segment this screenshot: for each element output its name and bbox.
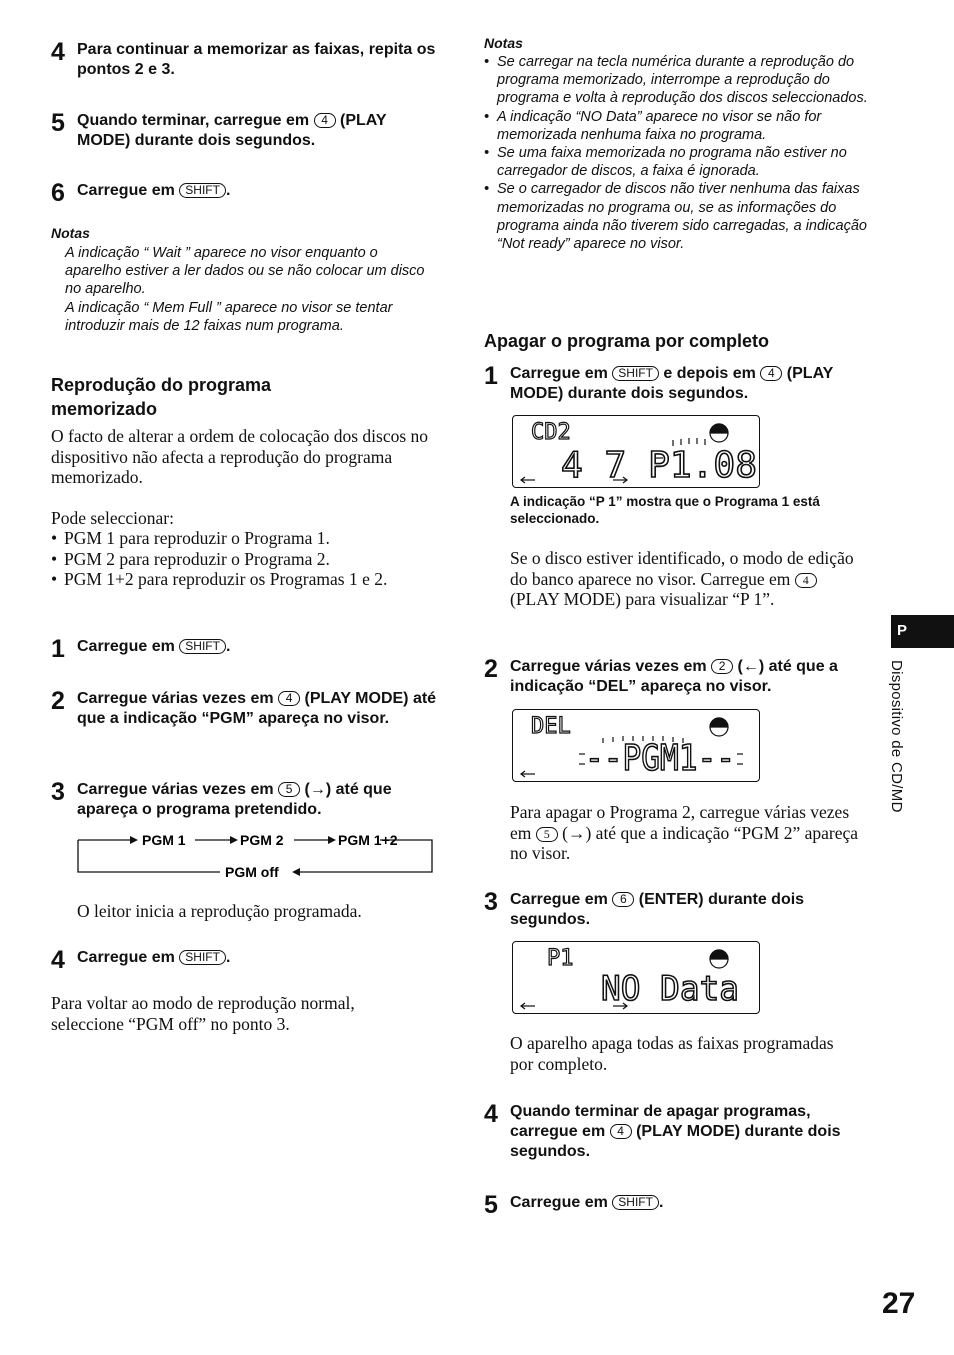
step-number: 5 [51,109,65,137]
step-number: 4 [51,38,65,66]
lcd-top-text: P1 [547,946,574,971]
side-tab-label: Dispositivo de CD/MD [888,660,905,813]
disc-icon [710,718,728,736]
step-3-select-program [51,780,441,820]
step-text: Para continuar a memorizar as faixas, repita os pontos 2 e 3. [77,41,436,78]
erase-step-1-body: Se o disco estiver identificado, o modo de edição do banco aparece no visor. Carregue em 4 (PLAY MODE) para visualizar “P 1”. [510,548,854,609]
step-number: 5 [484,1191,498,1219]
step-number: 1 [484,362,498,390]
step-number: 3 [51,778,65,806]
lcd-display-p1 [512,415,760,488]
key-4-icon: 4 [610,1124,632,1139]
key-5-icon: 5 [278,782,300,797]
step-4-continue [51,40,441,80]
key-4-icon: 4 [278,691,300,706]
step-text: Carregue em SHIFT . [77,638,231,655]
program-cycle-diagram [70,826,440,882]
key-2-icon: 2 [711,659,733,674]
step-text: Carregue várias vezes em 5 (→) até que apareça o programa pretendido. [77,781,392,818]
flow-pgm12: PGM 1+2 [338,832,398,848]
step-3-result: O leitor inicia a reprodução programada. [77,901,362,921]
step-1-shift [51,637,441,662]
step-text: Carregue várias vezes em 2 (←) até que a indicação “DEL” apareça no visor. [510,658,838,695]
list-item: • PGM 2 para reproduzir o Programa 2. [51,549,396,570]
note-wait: A indicação “ Wait ” aparece no visor enquanto o aparelho estiver a ler dados ou se não colocar um disco no aparelho. [65,245,425,298]
lcd-main-text: 4 7 P1.08 [561,445,757,486]
section-title-playback: Reprodução do programa memorizado [51,375,272,419]
erase-step-3-body: O aparelho apaga todas as faixas programadas por completo. [510,1033,834,1074]
step-number: 3 [484,888,498,916]
note-mem-full: A indicação “ Mem Full ” aparece no visor se tentar introduzir mais de 12 faixas num programa. [65,299,393,334]
step-number: 2 [484,655,498,683]
intro-paragraph: O facto de alterar a ordem de colocação dos discos no dispositivo não afecta a reprodução do programa memorizado. [51,426,429,487]
step-number: 1 [51,635,65,663]
key-6-icon: 6 [612,892,634,907]
step-text: Carregue em SHIFT . [77,949,231,966]
note-item: • Se carregar na tecla numérica durante a reprodução do programa memorizado, interrompe a reprodução do programa e volta à reprodução dos discos seleccionados. [484,53,869,108]
page-number: 27 [882,1287,916,1320]
note-item: • A indicação “NO Data” aparece no visor se não for memorizada nenhuma faixa no programa. [484,108,869,144]
lcd-main-text: NO Data [601,969,739,1009]
step-number: 2 [51,687,65,715]
note-item: • Se o carregador de discos não tiver nenhuma das faixas memorizadas no programa ou, se as informações do programa ainda não tiverem sido carregadas, a indicação “Not ready” aparece no visor. [484,180,869,253]
flow-pgm2: PGM 2 [240,832,284,848]
arrow-left-icon [521,1003,535,1009]
erase-step-2-body: Para apagar o Programa 2, carregue várias vezes em 5 (→) até que a indicação “PGM 2” apareça no visor. [510,802,859,863]
key-4-icon: 4 [760,366,782,381]
notes-body [65,244,435,335]
disc-icon [710,424,728,442]
select-lead: Pode seleccionar: [51,508,174,528]
lcd-top-text: CD2 [531,420,571,445]
erase-step-4 [484,1102,869,1162]
erase-step-1 [484,364,869,404]
side-tab-letter: P [897,622,908,639]
notes-heading-right: Notas [484,35,523,51]
lcd-top-text: DEL [531,714,571,739]
shift-key-icon: SHIFT [179,639,226,654]
note-item: • Se uma faixa memorizada no programa não estiver no carregador de discos, a faixa é ignorada. [484,144,869,180]
step-2-pgm [51,689,441,729]
step-text: Carregue várias vezes em 4 (PLAY MODE) até que a indicação “PGM” apareça no visor. [77,690,437,727]
flow-pgm1: PGM 1 [142,832,186,848]
erase-step-2 [484,657,869,697]
notes-heading: Notas [51,225,90,241]
lcd-main-text: --PGM1-- [585,738,735,779]
lcd-display-del [512,709,760,782]
arrow-left-icon [521,477,535,483]
step-6-shift [51,181,441,206]
notes-list-right [484,53,869,253]
flow-pgm-off: PGM off [225,864,279,880]
step-text: Carregue em SHIFT . [77,182,231,199]
lcd1-caption: A indicação “P 1” mostra que o Programa 1 está seleccionado. [510,494,820,526]
erase-step-3 [484,890,869,930]
program-options-list [51,528,396,590]
step-text: Carregue em 6 (ENTER) durante dois segundos. [510,891,805,928]
step-number: 6 [51,179,65,207]
shift-key-icon: SHIFT [612,366,659,381]
step-text: Quando terminar, carregue em 4 (PLAY MODE) durante dois segundos. [77,112,387,149]
step-text: Carregue em SHIFT e depois em 4 (PLAY MODE) durante dois segundos. [510,365,834,402]
step-5-finish [51,111,441,151]
list-item: • PGM 1+2 para reproduzir os Programas 1 e 2. [51,569,396,590]
return-note: Para voltar ao modo de reprodução normal, seleccione “PGM off” no ponto 3. [51,993,355,1034]
key-4-icon: 4 [314,113,336,128]
step-text: Carregue em SHIFT . [510,1194,664,1211]
list-item: • PGM 1 para reproduzir o Programa 1. [51,528,396,549]
step-text: Quando terminar de apagar programas, carregue em 4 (PLAY MODE) durante dois segundos. [510,1103,841,1160]
step-4-shift [51,948,441,973]
key-4-icon: 4 [795,573,817,588]
arrow-left-icon [521,771,535,777]
erase-step-5 [484,1193,869,1218]
lcd-display-no-data [512,941,760,1014]
disc-icon [710,950,728,968]
shift-key-icon: SHIFT [179,183,226,198]
shift-key-icon: SHIFT [612,1195,659,1210]
shift-key-icon: SHIFT [179,950,226,965]
key-5-icon: 5 [536,827,558,842]
section-title-erase: Apagar o programa por completo [484,331,770,351]
step-number: 4 [51,946,65,974]
side-tab [891,615,954,648]
step-number: 4 [484,1100,498,1128]
